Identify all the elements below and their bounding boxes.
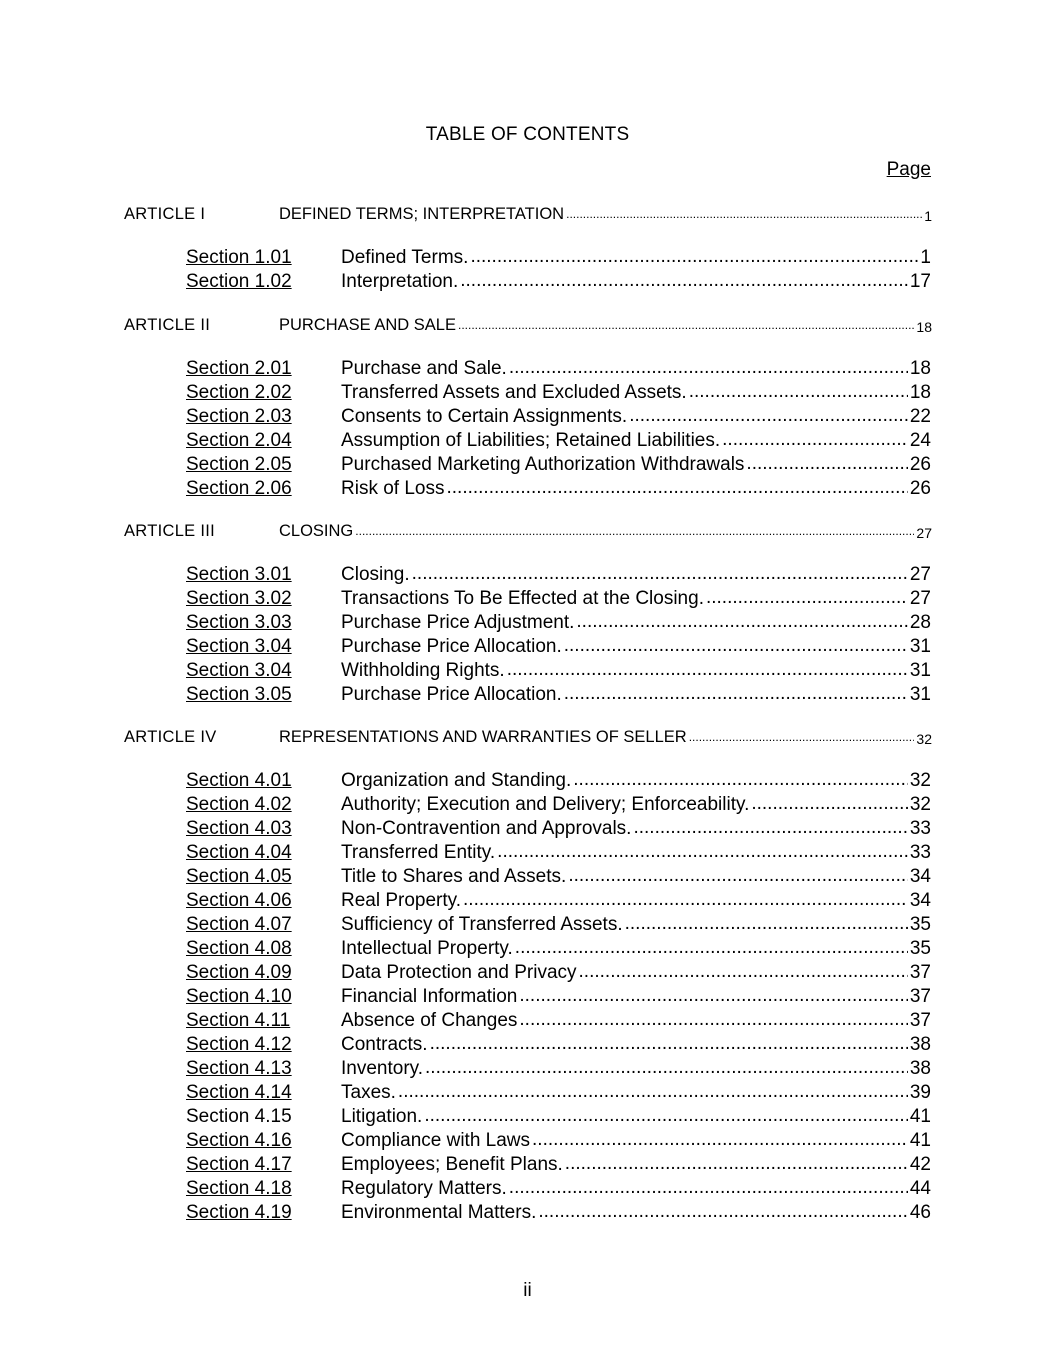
dot-leader (509, 357, 908, 379)
section-title: Real Property. (341, 890, 462, 911)
toc-section[interactable] (186, 864, 931, 888)
toc-article[interactable] (124, 200, 932, 224)
section-title: Financial Information (341, 986, 518, 1007)
section-page: 27 (909, 564, 931, 585)
section-title: Purchased Marketing Authorization Withdrawals (341, 454, 745, 475)
dot-leader (706, 587, 908, 609)
section-title: Withholding Rights. (341, 660, 505, 681)
toc-section[interactable] (186, 912, 931, 936)
section-title: Transactions To Be Effected at the Closing. (341, 588, 704, 609)
section-page: 34 (909, 866, 931, 887)
dot-leader (633, 817, 907, 839)
toc-section[interactable] (186, 1200, 931, 1224)
section-page: 31 (909, 660, 931, 681)
section-page: 41 (909, 1130, 931, 1151)
toc-section[interactable] (186, 562, 931, 586)
section-page: 27 (909, 588, 931, 609)
section-label[interactable]: Section 4.12 (186, 1034, 292, 1055)
toc-section[interactable] (186, 768, 931, 792)
toc-section[interactable] (186, 586, 931, 610)
section-page: 37 (909, 1010, 931, 1031)
section-label[interactable]: Section 3.05 (186, 684, 292, 705)
dot-leader (566, 204, 922, 223)
dot-leader (355, 521, 914, 540)
section-label[interactable]: Section 3.02 (186, 588, 292, 609)
section-label[interactable]: Section 4.06 (186, 890, 292, 911)
article-label: ARTICLE IV (124, 728, 217, 746)
section-page: 18 (909, 358, 931, 379)
section-label[interactable]: Section 3.04 (186, 636, 292, 657)
dot-leader (446, 477, 907, 499)
section-title: Taxes. (341, 1082, 396, 1103)
toc-section[interactable] (186, 1128, 931, 1152)
toc-section[interactable] (186, 356, 931, 380)
section-label[interactable]: Section 2.02 (186, 382, 292, 403)
dot-leader (515, 937, 908, 959)
dot-leader (425, 1057, 908, 1079)
dot-leader (564, 635, 908, 657)
section-page: 17 (909, 271, 931, 292)
dot-leader (689, 381, 908, 403)
section-label[interactable]: Section 4.18 (186, 1178, 292, 1199)
toc-section[interactable] (186, 1080, 931, 1104)
section-page: 34 (909, 890, 931, 911)
section-title: Risk of Loss (341, 478, 445, 499)
section-page: 31 (909, 684, 931, 705)
dot-leader (412, 563, 908, 585)
section-page: 44 (909, 1178, 931, 1199)
section-title: Environmental Matters. (341, 1202, 537, 1223)
section-label[interactable]: Section 4.19 (186, 1202, 292, 1223)
section-page: 41 (909, 1106, 931, 1127)
section-title: Assumption of Liabilities; Retained Liabilities. (341, 430, 721, 451)
dot-leader (568, 865, 908, 887)
section-title: Defined Terms. (341, 247, 469, 268)
toc-article[interactable] (124, 517, 932, 541)
dot-leader (751, 793, 908, 815)
toc-section[interactable] (186, 245, 931, 269)
dot-leader (538, 1201, 908, 1223)
section-label[interactable]: Section 4.02 (186, 794, 292, 815)
dot-leader (458, 315, 914, 334)
section-title: Sufficiency of Transferred Assets. (341, 914, 623, 935)
toc-section[interactable] (186, 658, 931, 682)
section-page: 35 (909, 914, 931, 935)
toc-section[interactable] (186, 1176, 931, 1200)
section-title: Data Protection and Privacy (341, 962, 577, 983)
section-page: 46 (909, 1202, 931, 1223)
section-label[interactable]: Section 4.08 (186, 938, 292, 959)
section-label[interactable]: Section 2.06 (186, 478, 292, 499)
dot-leader (398, 1081, 908, 1103)
toc-section[interactable] (186, 1008, 931, 1032)
section-label[interactable]: Section 3.04 (186, 660, 292, 681)
section-page: 24 (909, 430, 931, 451)
article-label: ARTICLE III (124, 522, 216, 540)
section-page: 39 (909, 1082, 931, 1103)
section-label[interactable]: Section 4.07 (186, 914, 292, 935)
section-title: Organization and Standing. (341, 770, 572, 791)
section-title: Purchase Price Allocation. (341, 684, 562, 705)
section-label[interactable]: Section 4.14 (186, 1082, 292, 1103)
section-label[interactable]: Section 4.05 (186, 866, 292, 887)
dot-leader (497, 841, 908, 863)
dot-leader (576, 611, 907, 633)
toc-section[interactable] (186, 1104, 931, 1128)
section-title: Employees; Benefit Plans. (341, 1154, 563, 1175)
dot-leader (519, 1009, 907, 1031)
page-title: TABLE OF CONTENTS (425, 124, 630, 145)
article-title: PURCHASE AND SALE (279, 316, 456, 334)
page-number: ii (523, 1280, 532, 1301)
section-label[interactable]: Section 4.15 (186, 1106, 292, 1127)
section-page: 26 (909, 454, 931, 475)
section-label[interactable]: Section 2.05 (186, 454, 292, 475)
section-page: 38 (909, 1058, 931, 1079)
dot-leader (470, 246, 918, 268)
section-title: Purchase Price Allocation. (341, 636, 562, 657)
toc-section[interactable] (186, 1032, 931, 1056)
toc-section[interactable] (186, 888, 931, 912)
section-title: Compliance with Laws (341, 1130, 531, 1151)
section-title: Transferred Entity. (341, 842, 496, 863)
dot-leader (579, 961, 908, 983)
section-title: Contracts. (341, 1034, 428, 1055)
section-label[interactable]: Section 4.16 (186, 1130, 292, 1151)
toc-section[interactable] (186, 682, 931, 706)
section-page: 38 (909, 1034, 931, 1055)
article-page: 1 (924, 208, 932, 224)
toc-section[interactable] (186, 960, 931, 984)
toc-article[interactable] (124, 311, 932, 335)
section-page: 26 (909, 478, 931, 499)
section-label[interactable]: Section 3.03 (186, 612, 292, 633)
dot-leader (532, 1129, 908, 1151)
dot-leader (507, 659, 908, 681)
section-page: 37 (909, 962, 931, 983)
toc-section[interactable] (186, 840, 931, 864)
article-page: 32 (916, 731, 932, 747)
section-title: Purchase Price Adjustment. (341, 612, 575, 633)
toc-section[interactable] (186, 816, 931, 840)
toc-section[interactable] (186, 984, 931, 1008)
section-label[interactable]: Section 4.09 (186, 962, 292, 983)
section-page: 33 (909, 842, 931, 863)
toc-section[interactable] (186, 404, 931, 428)
dot-leader (460, 270, 908, 292)
section-label[interactable]: Section 4.17 (186, 1154, 292, 1175)
section-page: 22 (909, 406, 931, 427)
dot-leader (746, 453, 907, 475)
article-title: DEFINED TERMS; INTERPRETATION (279, 205, 565, 223)
toc-section[interactable] (186, 1056, 931, 1080)
toc-section[interactable] (186, 936, 931, 960)
section-label[interactable]: Section 4.03 (186, 818, 292, 839)
section-page: 28 (909, 612, 931, 633)
article-page: 27 (916, 525, 932, 541)
article-label: ARTICLE II (124, 316, 211, 334)
section-title: Regulatory Matters. (341, 1178, 507, 1199)
dot-leader (573, 769, 908, 791)
section-page: 42 (909, 1154, 931, 1175)
toc-section[interactable] (186, 452, 931, 476)
section-page: 33 (909, 818, 931, 839)
dot-leader (564, 683, 908, 705)
section-label[interactable]: Section 4.01 (186, 770, 292, 791)
dot-leader (463, 889, 908, 911)
section-label[interactable]: Section 1.02 (186, 271, 292, 292)
section-page: 37 (909, 986, 931, 1007)
toc-section[interactable] (186, 476, 931, 500)
section-label[interactable]: Section 4.11 (186, 1010, 291, 1031)
section-title: Non-Contravention and Approvals. (341, 818, 632, 839)
section-page: 32 (909, 770, 931, 791)
section-title: Consents to Certain Assignments. (341, 406, 628, 427)
toc-section[interactable] (186, 1152, 931, 1176)
section-page: 31 (909, 636, 931, 657)
toc-section[interactable] (186, 269, 931, 293)
section-page: 32 (909, 794, 931, 815)
section-label[interactable]: Section 4.04 (186, 842, 292, 863)
article-title: CLOSING (279, 522, 354, 540)
article-title: REPRESENTATIONS AND WARRANTIES OF SELLER (279, 728, 687, 746)
article-label: ARTICLE I (124, 205, 206, 223)
dot-leader (722, 429, 908, 451)
section-title: Purchase and Sale. (341, 358, 507, 379)
section-page: 18 (909, 382, 931, 403)
section-label[interactable]: Section 4.13 (186, 1058, 292, 1079)
section-label[interactable]: Section 3.01 (186, 564, 292, 585)
section-page: 35 (909, 938, 931, 959)
section-title: Title to Shares and Assets. (341, 866, 567, 887)
toc-article[interactable] (124, 723, 932, 747)
section-label[interactable]: Section 4.10 (186, 986, 292, 1007)
toc-section[interactable] (186, 792, 931, 816)
dot-leader (519, 985, 907, 1007)
section-label[interactable]: Section 2.03 (186, 406, 292, 427)
toc-section[interactable] (186, 428, 931, 452)
dot-leader (689, 727, 915, 746)
section-title: Transferred Assets and Excluded Assets. (341, 382, 687, 403)
dot-leader (424, 1105, 908, 1127)
section-title: Authority; Execution and Delivery; Enforceability. (341, 794, 750, 815)
section-label[interactable]: Section 2.01 (186, 358, 292, 379)
dot-leader (565, 1153, 908, 1175)
dot-leader (509, 1177, 908, 1199)
section-title: Inventory. (341, 1058, 424, 1079)
section-title: Interpretation. (341, 271, 459, 292)
section-page: 1 (920, 247, 931, 268)
page-column-label: Page (886, 159, 931, 180)
toc-section[interactable] (186, 634, 931, 658)
section-title: Closing. (341, 564, 410, 585)
dot-leader (625, 913, 908, 935)
dot-leader (430, 1033, 908, 1055)
toc-section[interactable] (186, 610, 931, 634)
section-title: Intellectual Property. (341, 938, 513, 959)
section-label[interactable]: Section 1.01 (186, 247, 292, 268)
dot-leader (629, 405, 908, 427)
section-title: Litigation. (341, 1106, 423, 1127)
section-title: Absence of Changes (341, 1010, 518, 1031)
toc-section[interactable] (186, 380, 931, 404)
section-label[interactable]: Section 2.04 (186, 430, 292, 451)
article-page: 18 (916, 319, 932, 335)
